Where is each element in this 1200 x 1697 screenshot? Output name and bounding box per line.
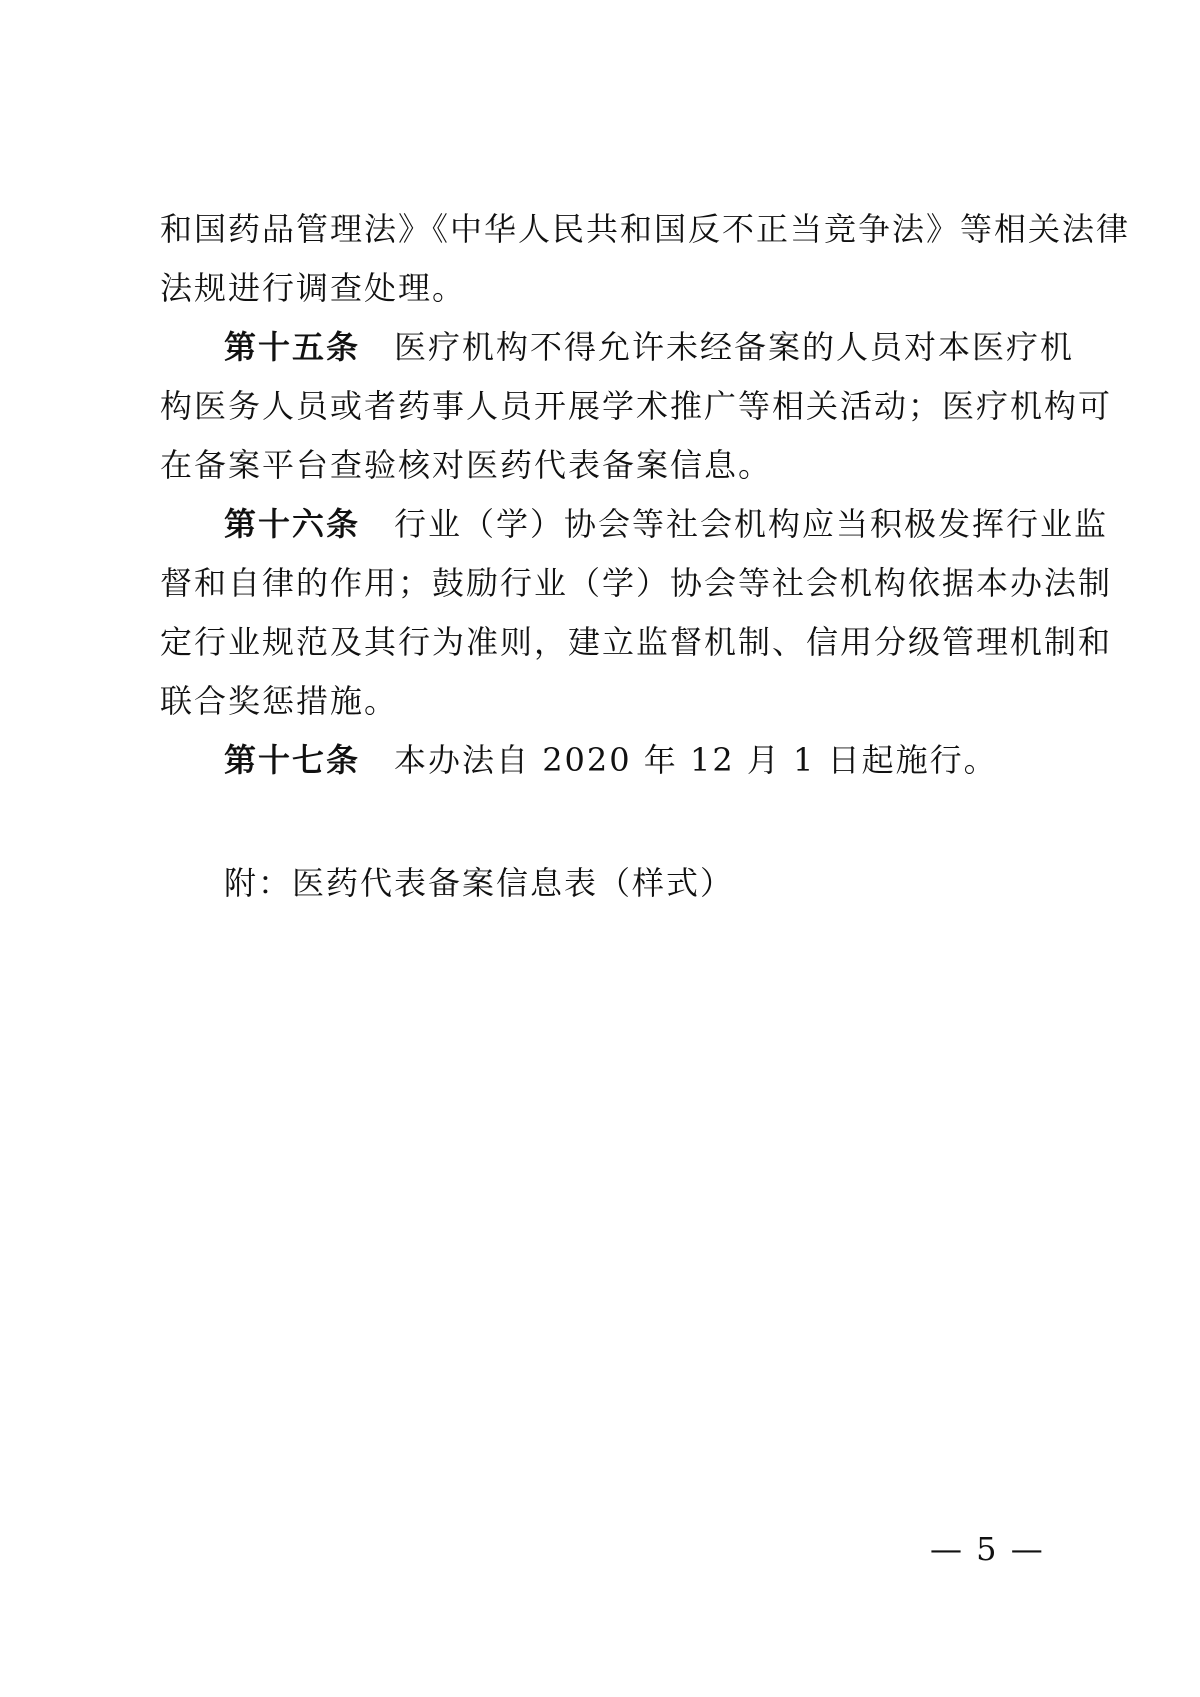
- article-15-text: 医疗机构不得允许未经备案的人员对本医疗机: [394, 328, 1075, 366]
- attachment-line: 附：医药代表备案信息表（样式）: [224, 864, 735, 902]
- article-15-line: [160, 318, 1075, 377]
- article-16-line: 联合奖惩措施。: [160, 682, 399, 720]
- article-17-line: [160, 731, 1060, 790]
- article-17-text: 本办法自 2020 年 12 月 1 日起施行。: [394, 741, 998, 779]
- article-16-line: 定行业规范及其行为准则，建立监督机制、信用分级管理机制和: [160, 623, 1113, 661]
- document-body: [160, 200, 1131, 913]
- article-15-line: 在备案平台查验核对医药代表备案信息。: [160, 446, 773, 484]
- page-number: — 5 —: [930, 1530, 1045, 1568]
- article-16-line: [160, 495, 1109, 554]
- body-line: 和国药品管理法》《中华人民共和国反不正当竞争法》等相关法律: [160, 210, 1131, 248]
- paragraph-spacer: [160, 790, 1060, 854]
- article-15-title: 第十五条: [224, 328, 361, 366]
- article-16-text: 行业（学）协会等社会机构应当积极发挥行业监: [394, 505, 1109, 543]
- article-16-line: 督和自律的作用；鼓励行业（学）协会等社会机构依据本办法制: [160, 564, 1113, 602]
- body-line: 法规进行调查处理。: [160, 269, 467, 307]
- article-17-title: 第十七条: [224, 741, 361, 779]
- article-16-title: 第十六条: [224, 505, 361, 543]
- article-15-line: 构医务人员或者药事人员开展学术推广等相关活动；医疗机构可: [160, 387, 1113, 425]
